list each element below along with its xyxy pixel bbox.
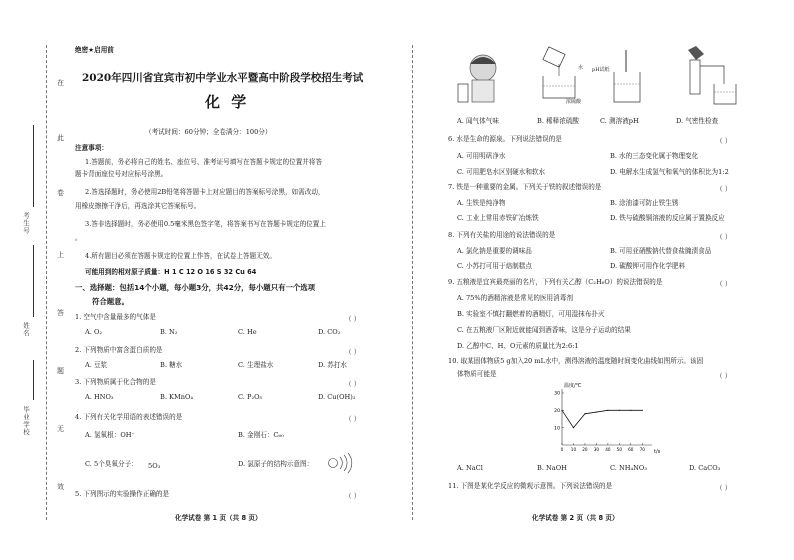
y-tick-label: 30 <box>554 391 560 397</box>
data-point <box>642 410 643 411</box>
x-tick-label: 30 <box>593 447 600 452</box>
q2-option-a[interactable]: A. 豆浆 <box>85 361 108 369</box>
q2-option-b[interactable]: B. 糖水 <box>160 361 183 369</box>
q2-option-d[interactable]: D. 苏打水 <box>318 361 348 369</box>
data-point <box>584 413 585 414</box>
q8-option-c[interactable]: C. 小苏打可用于焙制糕点 <box>457 262 532 270</box>
q5-stem: 5. 下列图示的实验操作正确的是 <box>75 490 170 498</box>
q4-answer-paren: （ ） <box>345 415 361 423</box>
temperature-series-line <box>562 410 642 427</box>
x-tick-label: 40 <box>605 447 611 452</box>
q1-option-c[interactable]: C. He <box>238 328 257 336</box>
notice-line: 。 <box>75 234 82 242</box>
q6-option-c[interactable]: C. 可用肥皂水区别硬水和软水 <box>457 168 546 176</box>
q3-option-c[interactable]: C. P₂O₅ <box>238 393 263 401</box>
q10-option-a[interactable]: A. NaCl <box>457 464 483 472</box>
q9-stem: 9. 五粮液是宜宾最亮丽的名片，下列有关乙醇（C₂H₆O）的说法错误的是 <box>448 278 663 286</box>
q9-answer-paren: （ ） <box>716 280 732 288</box>
exam-info: （考试时间：60分钟；全卷满分：100分） <box>145 128 272 136</box>
q9-option-a[interactable]: A. 75%的酒精溶液是常见的医用消毒剂 <box>457 294 573 302</box>
q6-option-d[interactable]: D. 电解水生成氢气和氧气的体积比为1:2 <box>610 168 729 176</box>
q9-option-c[interactable]: C. 在五粮液厂区附近就能闻到酒香味，这是分子运动的结果 <box>457 326 631 334</box>
q1-stem: 1. 空气中含量最多的气体是 <box>75 313 156 321</box>
q10-stem-cont: 体物质可能是 <box>457 370 497 378</box>
binding-char: 此 <box>57 134 64 142</box>
q2-answer-paren: （ ） <box>345 348 361 356</box>
q10-answer-paren: （ ） <box>716 372 732 380</box>
q11-answer-paren: （ ） <box>716 484 732 492</box>
q2-option-c[interactable]: C. 生理盐水 <box>238 361 274 369</box>
binding-char: 无 <box>57 425 64 433</box>
data-point <box>619 410 620 411</box>
temperature-time-chart <box>540 383 660 455</box>
chlorine-atom-structure-icon <box>328 452 354 474</box>
q5-answer-paren: （ ） <box>345 492 361 500</box>
name-label: 姓名 <box>22 322 30 337</box>
q4-option-b[interactable]: B. 金刚石：C₆₀ <box>238 431 284 439</box>
q8-stem: 8. 下列有关盐的用途的说法错误的是 <box>448 231 556 239</box>
exam-number-field[interactable] <box>33 125 34 207</box>
diluting-acid-illustration-icon <box>535 46 595 108</box>
binding-char: 上 <box>57 251 64 259</box>
q6-stem: 6. 水是生命的源泉。下列说法错误的是 <box>448 135 562 143</box>
notice-line: 4.所有题目必须在答题卡规定的位置上作答，在试卷上答题无效。 <box>85 252 276 260</box>
notice-line: 题卡背面座位号对应标号涂黑。 <box>75 170 168 178</box>
q10-stem: 10. 取某固体物质5 g加入20 mL水中，测得溶液的温度随时间变化曲线如图所示。该固 <box>448 357 704 365</box>
q1-option-a[interactable]: A. O₂ <box>85 328 103 336</box>
atomic-masses: 可能用到的相对原子质量：H 1 C 12 O 16 S 32 Cu 64 <box>85 268 257 276</box>
x-tick-label: 50 <box>616 447 623 452</box>
y-axis-label: 温度/℃ <box>564 383 582 389</box>
q11-stem: 11. 下图是某化学反应的微观示意图。下列说法错误的是 <box>448 482 613 490</box>
binding-char: 卷 <box>57 189 64 197</box>
x-axis-label: t/s <box>654 449 661 455</box>
subject-title: 化 学 <box>205 93 250 111</box>
q7-option-b[interactable]: B. 涂油漆可防止铁生锈 <box>610 199 679 207</box>
ph-paper-label: pH试纸 <box>592 67 610 73</box>
notice-line: 1.答题前，务必将自己的姓名、座位号、准考证号填写在答题卡规定的位置并将答 <box>85 158 323 166</box>
data-point <box>630 410 631 411</box>
notice-line: 用橡皮擦擦干净后，再选涂其它答案标号。 <box>75 202 201 210</box>
q6-option-b[interactable]: B. 水的三态变化属于物理变化 <box>610 152 699 160</box>
q7-stem: 7. 铁是一种重要的金属。下列关于铁的叙述错误的是 <box>448 183 602 191</box>
q4-option-a[interactable]: A. 氢氧根：OH⁻ <box>85 431 135 439</box>
q2-stem: 2. 下列物质中富含蛋白质的是 <box>75 346 163 354</box>
q5-option-c[interactable]: C. 测溶液pH <box>600 117 639 125</box>
x-tick-label: 70 <box>639 447 645 452</box>
binding-char: 在 <box>57 79 64 87</box>
airtightness-check-illustration-icon <box>660 44 740 110</box>
q5-option-a[interactable]: A. 闻气体气味 <box>457 117 499 125</box>
data-point <box>573 427 574 428</box>
y-tick-label: 20 <box>554 409 560 415</box>
data-point <box>607 410 608 411</box>
q1-option-b[interactable]: B. N₂ <box>160 328 178 336</box>
y-tick-label: 10 <box>554 426 560 432</box>
q3-answer-paren: （ ） <box>345 380 361 388</box>
exam-number-label: 考生号 <box>22 212 30 235</box>
q6-answer-paren: （ ） <box>716 137 732 145</box>
q7-option-d[interactable]: D. 铁与硫酸铜溶液的反应属于置换反应 <box>610 214 725 222</box>
q8-answer-paren: （ ） <box>716 233 732 241</box>
data-point <box>596 411 597 412</box>
q7-option-a[interactable]: A. 生铁是纯净物 <box>457 199 506 207</box>
q4-stem: 4. 下列有关化学用语的表述错误的是 <box>75 413 183 421</box>
footer-page-2: 化学试卷 第 2 页（共 8 页） <box>532 514 619 522</box>
binding-char: 答 <box>57 309 64 317</box>
name-field[interactable] <box>33 245 34 317</box>
q10-option-b[interactable]: B. NaOH <box>537 464 567 472</box>
center-fold-line <box>412 45 413 520</box>
left-fold-line <box>46 45 47 520</box>
school-label: 毕业学校 <box>22 406 30 436</box>
x-tick-label: 0 <box>560 447 564 452</box>
section1-title: 一、选择题：包括14个小题，每小题3分，共42分，每小题只有一个选项 <box>75 283 316 292</box>
q5-option-d[interactable]: D. 气密性检查 <box>676 117 719 125</box>
x-tick-label: 60 <box>628 447 634 452</box>
q3-option-a[interactable]: A. HNO₃ <box>85 393 114 401</box>
ph-test-illustration-icon <box>610 46 650 108</box>
binding-char: 效 <box>57 483 64 491</box>
footer-page-1: 化学试卷 第 1 页（共 8 页） <box>175 514 262 522</box>
q4-option-c[interactable]: C. 5个臭氧分子： <box>85 460 138 468</box>
q5-option-b[interactable]: B. 稀释浓硫酸 <box>537 117 580 125</box>
q1-answer-paren: （ ） <box>345 315 361 323</box>
q3-option-b[interactable]: B. KMnO₄ <box>160 393 194 401</box>
data-point <box>561 410 562 411</box>
q9-option-b[interactable]: B. 实验室不慎打翻燃着的酒精灯，可用湿抹布扑灭 <box>457 310 605 318</box>
q4-option-d[interactable]: D. 氯原子的结构示意图： <box>238 460 314 468</box>
exam-title: 2020年四川省宜宾市初中学业水平暨高中阶段学校招生考试 <box>82 72 364 84</box>
notice-line: 3.答非选择题时，务必使用0.5毫米黑色签字笔，将答案书写在答题卡规定的位置上 <box>85 220 326 228</box>
q7-answer-paren: （ ） <box>716 185 732 193</box>
q10-option-d[interactable]: D. CaCO₃ <box>689 464 721 472</box>
x-tick-label: 10 <box>570 447 577 452</box>
q7-option-c[interactable]: C. 工业上常用赤铁矿冶炼铁 <box>457 214 539 222</box>
q3-stem: 3. 下列物质属于化合物的是 <box>75 378 156 386</box>
school-field[interactable] <box>33 360 34 400</box>
notice-heading: 注意事项： <box>75 144 108 152</box>
q3-option-d[interactable]: D. Cu(OH)₂ <box>318 393 356 401</box>
secret-label: 绝密★启用前 <box>75 46 114 54</box>
q10-option-c[interactable]: C. NH₄NO₃ <box>610 464 647 472</box>
binding-char: 题 <box>57 367 64 375</box>
q1-option-d[interactable]: D. CO₂ <box>318 328 341 336</box>
section1-title-cont: 符合题意。 <box>92 297 129 306</box>
q8-option-d[interactable]: D. 碳酸钾可用作化学肥料 <box>610 262 686 270</box>
x-tick-label: 20 <box>582 447 588 452</box>
water-label: 水 <box>578 65 584 71</box>
q9-option-d[interactable]: D. 乙醇中C、H、O元素的质量比为2:6:1 <box>457 342 579 350</box>
smelling-gas-illustration-icon <box>448 50 508 112</box>
sulfuric-acid-label: 浓硫酸 <box>566 99 582 105</box>
notice-line: 2.答选择题时，务必使用2B铅笔将答题卡上对应题目的答案标号涂黑，如需改动， <box>85 188 325 196</box>
q8-option-a[interactable]: A. 氯化钠是重要的调味品 <box>457 247 532 255</box>
q4-option-c-formula: 5O₃ <box>148 462 161 470</box>
q6-option-a[interactable]: A. 可用明矾净水 <box>457 152 506 160</box>
q8-option-b[interactable]: B. 可用亚硝酸钠代替食盐腌渍食品 <box>610 247 712 255</box>
